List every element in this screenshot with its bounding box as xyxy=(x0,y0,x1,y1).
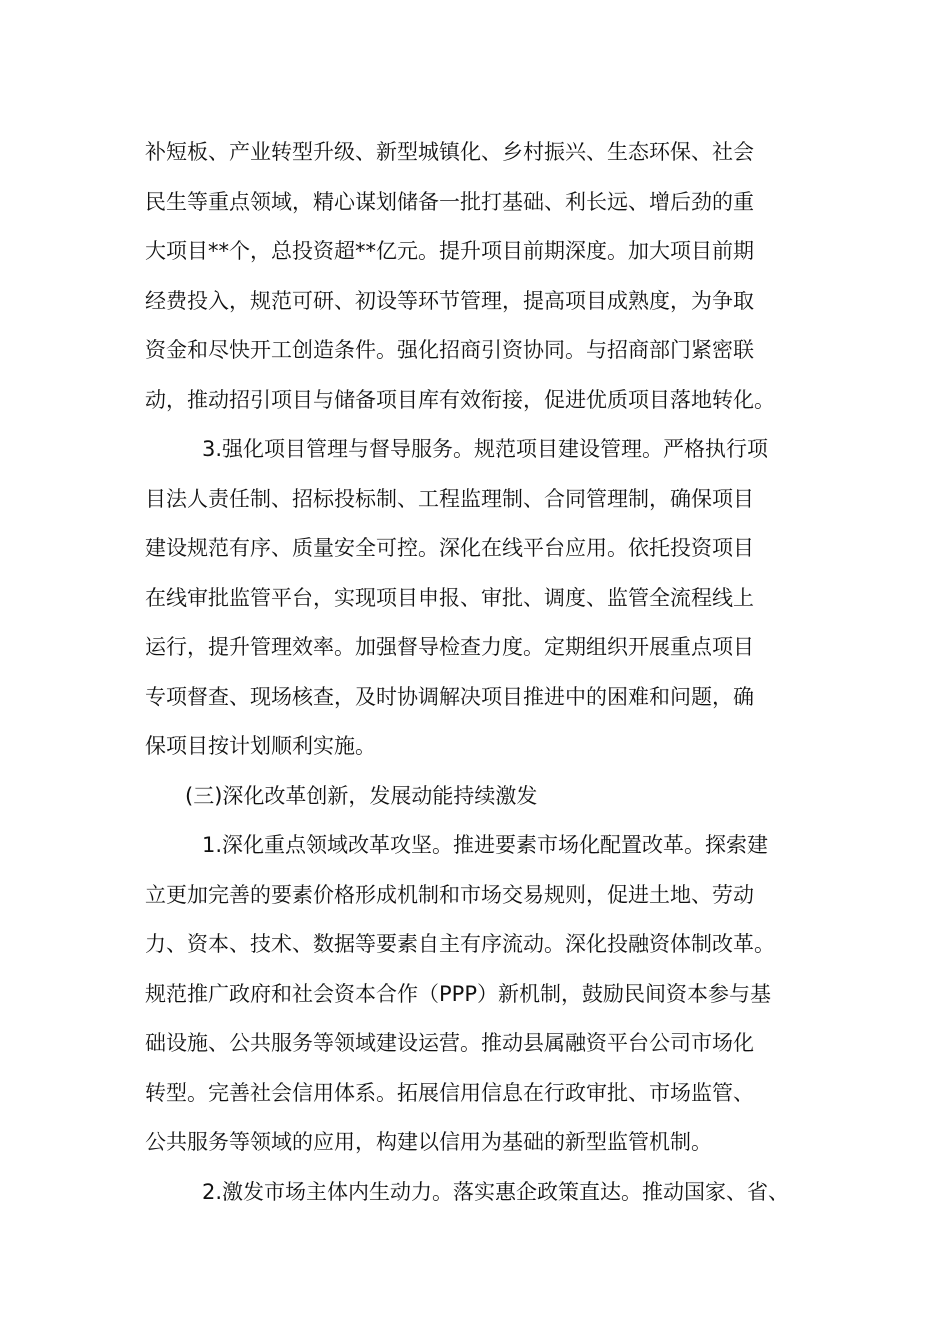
paragraph-start-line: 2.激发市场主体内生动力。落实惠企政策直达。推动国家、省、 xyxy=(202,1179,790,1204)
text-line: 专项督查、现场核查，及时协调解决项目推进中的困难和问题，确 xyxy=(145,684,754,709)
text-line: 转型。完善社会信用体系。拓展信用信息在行政审批、市场监管、 xyxy=(145,1080,754,1105)
paragraph-start-line: 1.深化重点领域改革攻坚。推进要素市场化配置改革。探索建 xyxy=(202,833,769,857)
text-line: 在线审批监管平台，实现项目申报、审批、调度、监管全流程线上 xyxy=(145,585,754,610)
text-line: 公共服务等领域的应用，构建以信用为基础的新型监管机制。 xyxy=(145,1130,712,1154)
paragraph-start-line: 3.强化项目管理与督导服务。规范项目建设管理。严格执行项 xyxy=(202,437,769,461)
document-body xyxy=(145,128,835,1217)
text-line: 力、资本、技术、数据等要素自主有序流动。深化投融资体制改革。 xyxy=(145,932,775,956)
text-line: 大项目**个，总投资超**亿元。提升项目前期深度。加大项目前期 xyxy=(145,239,754,263)
text-line: 规范推广政府和社会资本合作（PPP）新机制，鼓励民间资本参与基 xyxy=(145,981,771,1006)
text-line: 目法人责任制、招标投标制、工程监理制、合同管理制，确保项目 xyxy=(145,486,754,511)
text-line: 运行，提升管理效率。加强督导检查力度。定期组织开展重点项目 xyxy=(145,635,754,659)
section-heading: (三)深化改革创新，发展动能持续激发 xyxy=(185,783,538,808)
text-line: 建设规范有序、质量安全可控。深化在线平台应用。依托投资项目 xyxy=(145,536,754,560)
text-line: 补短板、产业转型升级、新型城镇化、乡村振兴、生态环保、社会 xyxy=(145,140,754,164)
text-line: 保项目按计划顺利实施。 xyxy=(145,734,376,758)
text-line: 经费投入，规范可研、初设等环节管理，提高项目成熟度，为争取 xyxy=(145,288,754,313)
text-line: 础设施、公共服务等领域建设运营。推动县属融资平台公司市场化 xyxy=(145,1031,754,1055)
text-line: 动，推动招引项目与储备项目库有效衔接，促进优质项目落地转化。 xyxy=(145,387,775,412)
text-line: 民生等重点领域，精心谋划储备一批打基础、利长远、增后劲的重 xyxy=(145,189,754,214)
text-line: 资金和尽快开工创造条件。强化招商引资协同。与招商部门紧密联 xyxy=(145,338,754,362)
text-line: 立更加完善的要素价格形成机制和市场交易规则，促进土地、劳动 xyxy=(145,882,754,907)
